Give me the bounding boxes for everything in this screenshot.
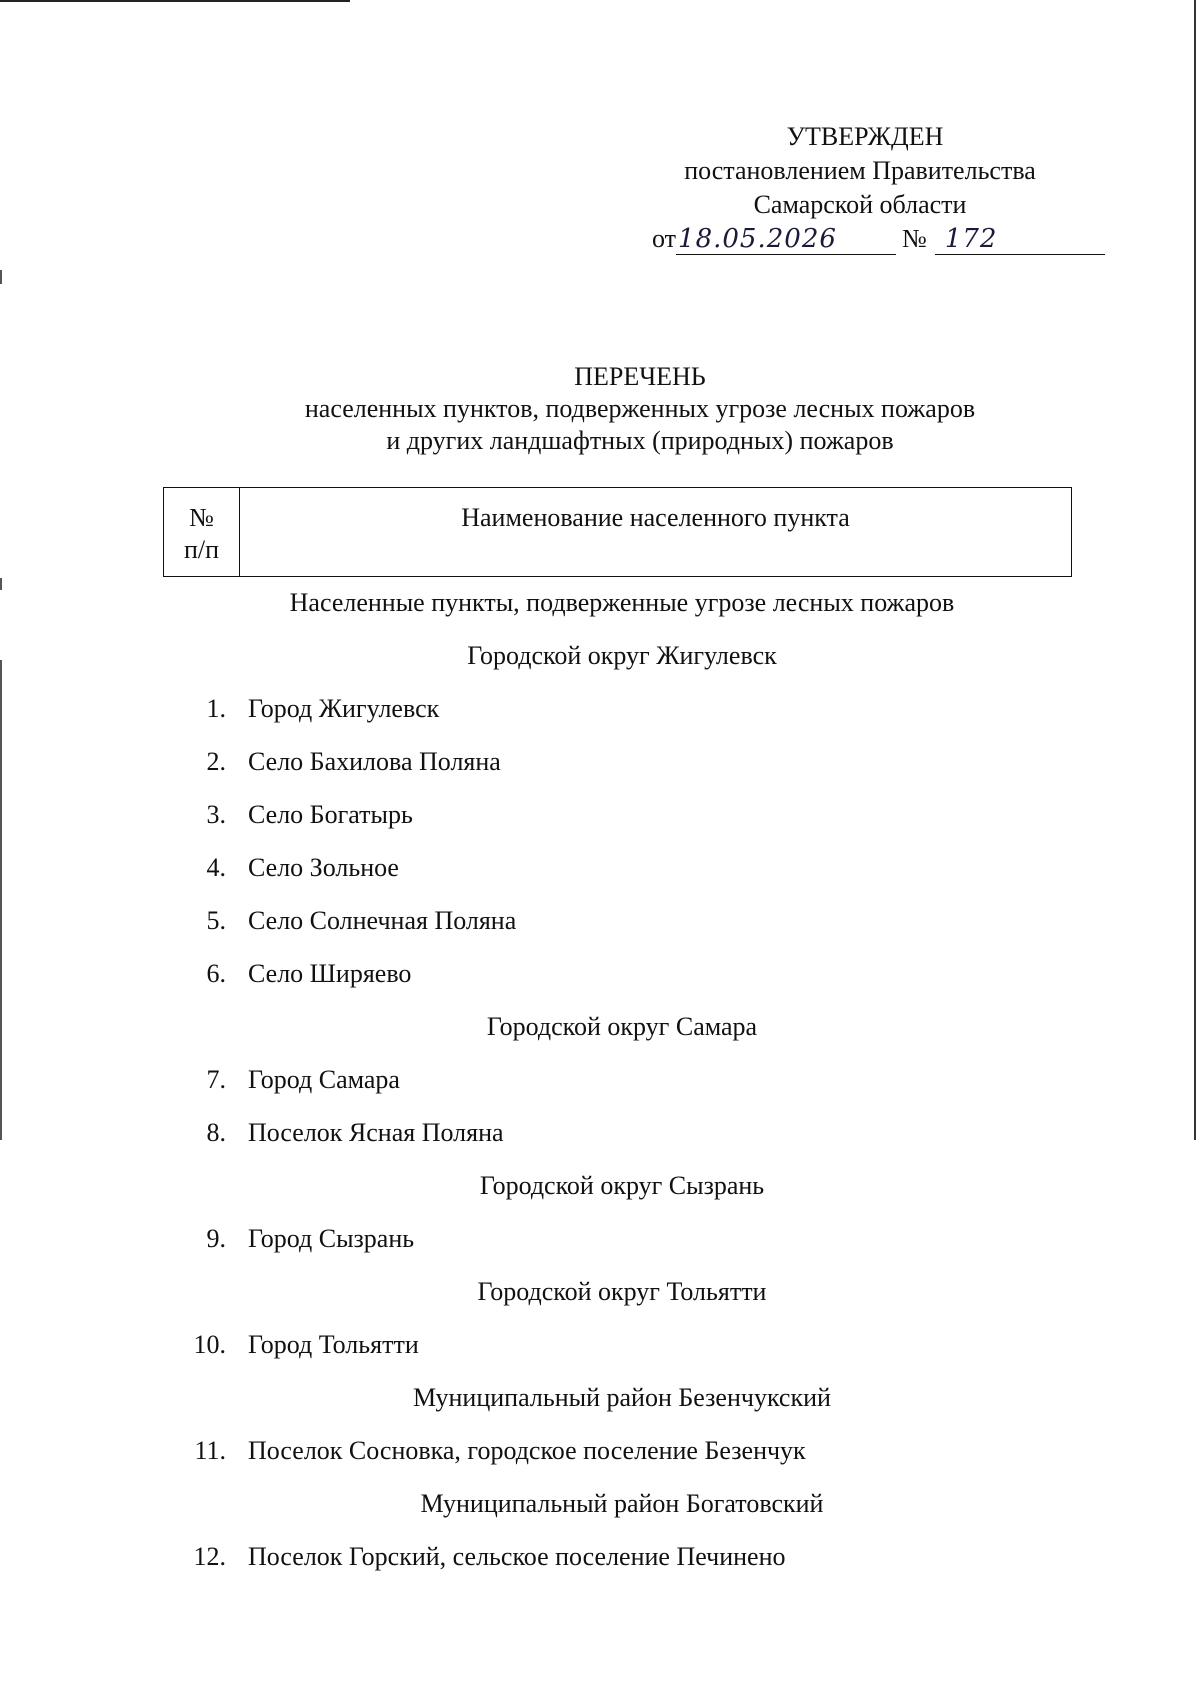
item-number: 9. xyxy=(206,1224,226,1253)
district-title: Муниципальный район Богатовский xyxy=(420,1489,824,1518)
district-title: Муниципальный район Безенчукский xyxy=(413,1383,831,1412)
approval-region: Самарской области xyxy=(753,190,967,219)
item-number: 2. xyxy=(206,747,226,776)
number-sign: № xyxy=(902,224,927,253)
item-number: 8. xyxy=(206,1118,226,1147)
document-subtitle-line2: и других ландшафтных (природных) пожаров xyxy=(386,426,894,455)
district-title: Городской округ Самара xyxy=(486,1012,758,1041)
item-number: 11. xyxy=(194,1436,226,1465)
approval-issuer: постановлением Правительства xyxy=(684,156,1036,185)
item-name: Село Ширяево xyxy=(248,959,412,988)
item-name: Село Богатырь xyxy=(248,800,413,829)
item-number: 10. xyxy=(193,1330,226,1359)
approval-title: УТВЕРЖДЕН xyxy=(786,122,944,151)
item-number: 7. xyxy=(206,1065,226,1094)
column-header-name: Наименование населенного пункта xyxy=(461,503,850,532)
item-name: Село Бахилова Поляна xyxy=(248,747,501,776)
item-number: 4. xyxy=(206,853,226,882)
column-header-number xyxy=(164,488,240,576)
scan-edge-right xyxy=(1194,0,1196,1140)
handwritten-number: 172 xyxy=(935,224,1105,255)
scan-mark xyxy=(0,270,2,284)
item-number: 6. xyxy=(206,959,226,988)
group-title: Населенные пункты, подверженные угрозе лесных пожаров xyxy=(289,588,955,617)
table-header xyxy=(163,487,1072,577)
scan-edge-left xyxy=(0,660,2,1140)
document-subtitle-line1: населенных пунктов, подверженных угрозе лесных пожаров xyxy=(304,394,976,423)
item-name: Поселок Ясная Поляна xyxy=(248,1118,504,1147)
item-name: Город Сызрань xyxy=(248,1224,415,1253)
column-number-line1: № xyxy=(189,503,214,532)
date-prefix: от xyxy=(652,224,677,253)
item-name: Город Самара xyxy=(248,1065,400,1094)
item-number: 1. xyxy=(206,694,226,723)
district-title: Городской округ Тольятти xyxy=(477,1277,767,1306)
scan-mark xyxy=(0,578,2,590)
item-number: 12. xyxy=(193,1542,226,1571)
approval-stamp xyxy=(640,120,1080,256)
item-name: Село Зольное xyxy=(248,853,399,882)
scan-edge-top xyxy=(0,0,350,2)
document-title: ПЕРЕЧЕНЬ xyxy=(574,362,706,391)
item-name: Поселок Сосновка, городское поселение Безенчук xyxy=(248,1436,806,1465)
document-heading xyxy=(160,361,1120,457)
district-title: Городской округ Сызрань xyxy=(479,1171,765,1200)
item-name: Село Солнечная Поляна xyxy=(248,906,517,935)
column-number-line2: п/п xyxy=(183,535,220,564)
item-number: 5. xyxy=(206,906,226,935)
item-name: Поселок Горский, сельское поселение Печинено xyxy=(248,1542,786,1571)
approval-date-number xyxy=(640,222,1080,256)
item-number: 3. xyxy=(206,800,226,829)
item-name: Город Тольятти xyxy=(248,1330,419,1359)
handwritten-date: 18.05.2026 xyxy=(676,224,896,255)
item-name: Город Жигулевск xyxy=(248,694,440,723)
district-title: Городской округ Жигулевск xyxy=(467,641,777,670)
